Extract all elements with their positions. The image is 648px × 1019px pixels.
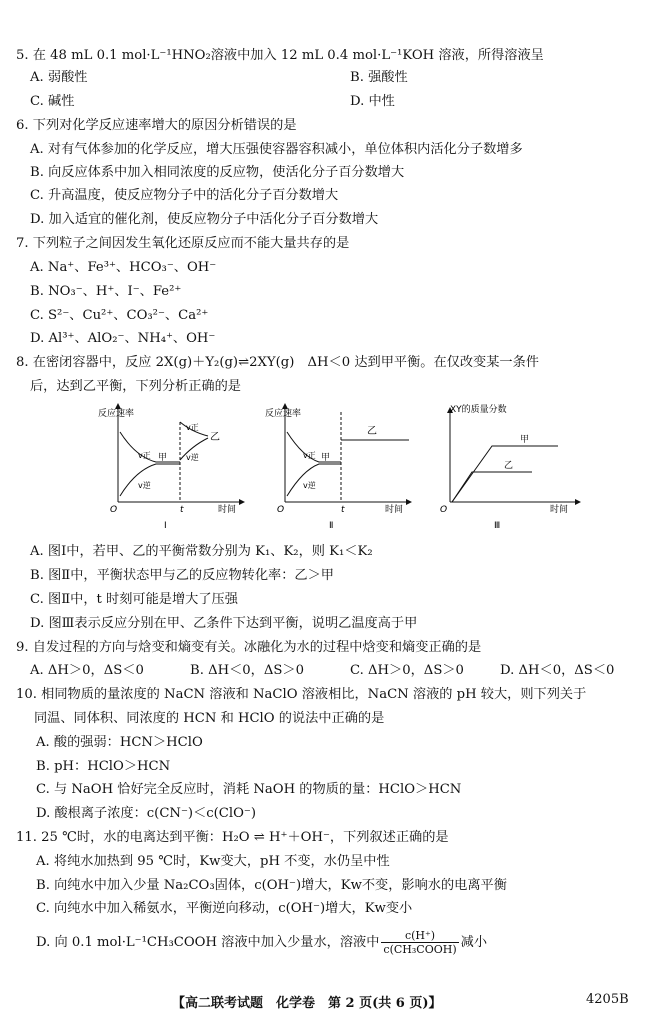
fig1-v-reverse-label-2: v逆 <box>186 453 199 462</box>
fig3-xlabel: 时间 <box>550 505 569 515</box>
fig1-v-reverse-label: v逆 <box>138 481 151 490</box>
figure-2-rate-time <box>263 402 413 532</box>
fig2-yi-label: 乙 <box>367 426 377 437</box>
q8-option-a: A. 图Ⅰ中，若甲、乙的平衡常数分别为 K₁、K₂，则 K₁＜K₂ <box>30 544 373 559</box>
fig1-ylabel: 反应速率 <box>98 409 135 419</box>
fig3-yi-label: 乙 <box>504 461 514 471</box>
q11-fraction-denominator: c(CH₃COOH) <box>383 943 457 956</box>
q5-option-a: A. 弱酸性 <box>30 70 88 85</box>
figure-3-mass-fraction <box>432 402 582 532</box>
q7-option-b: B. NO₃⁻、H⁺、I⁻、Fe²⁺ <box>30 284 182 299</box>
fig1-xlabel: 时间 <box>218 505 237 515</box>
q10-option-c: C. 与 NaOH 恰好完全反应时，消耗 NaOH 的物质的量：HClO＞HCN <box>36 782 462 797</box>
fig3-jia-curve <box>452 446 558 502</box>
fig3-yi-curve <box>452 472 532 502</box>
fig3-jia-label: 甲 <box>520 435 530 445</box>
q11-option-d <box>36 928 487 958</box>
q10-option-d: D. 酸根离子浓度：c(CN⁻)＜c(ClO⁻) <box>36 806 257 821</box>
footer-code: 4205B <box>586 992 629 1007</box>
q6-option-d: D. 加入适宜的催化剂，使反应物分子中活化分子百分数增大 <box>30 212 379 227</box>
fig1-reverse-curve-1 <box>120 464 180 496</box>
fig1-v-forward-label: v正 <box>138 451 151 460</box>
fig2-name: Ⅱ <box>329 521 334 531</box>
q11-option-d-post: 减小 <box>460 935 488 950</box>
fig2-ylabel: 反应速率 <box>265 409 302 419</box>
q8-stem-line2: 后，达到乙平衡，下列分析正确的是 <box>30 379 241 394</box>
q9-option-b: B. ΔH＜0，ΔS＞0 <box>190 663 304 678</box>
fig1-v-forward-label-2: v正 <box>186 423 199 432</box>
q10-option-b: B. pH：HClO＞HCN <box>36 759 171 774</box>
q7-stem: 7. 下列粒子之间因发生氧化还原反应而不能大量共存的是 <box>16 236 350 251</box>
q5-option-c: C. 碱性 <box>30 94 75 109</box>
q10-stem-line2: 同温、同体积、同浓度的 HCN 和 HClO 的说法中正确的是 <box>34 711 385 726</box>
q9-option-a: A. ΔH＞0，ΔS＜0 <box>30 663 144 678</box>
q11-stem: 11. 25 ℃时，水的电离达到平衡：H₂O ⇌ H⁺＋OH⁻，下列叙述正确的是 <box>16 830 449 845</box>
fig2-jia-label: 甲 <box>321 453 331 463</box>
figure-1-rate-time <box>96 402 246 532</box>
q6-option-c: C. 升高温度，使反应物分子中的活化分子百分数增大 <box>30 188 339 203</box>
fig1-jia-label: 甲 <box>158 453 168 463</box>
q8-stem-line1: 8. 在密闭容器中，反应 2X(g)＋Y₂(g)⇌2XY(g) ΔH＜0 达到甲平衡。在仅改变某一条件 <box>16 355 539 370</box>
fig3-name: Ⅲ <box>494 521 501 531</box>
q6-option-b: B. 向反应体系中加入相同浓度的反应物，使活化分子百分数增大 <box>30 165 405 180</box>
q11-fraction <box>381 929 458 956</box>
fig2-v-reverse-label: v逆 <box>303 481 316 490</box>
fig2-reverse-curve <box>287 464 341 496</box>
q11-fraction-numerator: c(H⁺) <box>381 929 458 943</box>
q9-option-c: C. ΔH＞0，ΔS＞0 <box>350 663 464 678</box>
q10-stem-line1: 10. 相同物质的量浓度的 NaCN 溶液和 NaClO 溶液相比，NaCN 溶液的 pH 较大，则下列关于 <box>16 687 587 702</box>
q6-option-a: A. 对有气体参加的化学反应，增大压强使容器容积减小，单位体积内活化分子数增多 <box>30 142 523 157</box>
q11-option-b: B. 向纯水中加入少量 Na₂CO₃固体，c(OH⁻)增大，Kw不变，影响水的电离平衡 <box>36 878 507 893</box>
q11-option-a: A. 将纯水加热到 95 ℃时，Kw变大，pH 不变，水仍呈中性 <box>36 854 390 869</box>
q5-option-b: B. 强酸性 <box>350 70 408 85</box>
q7-option-c: C. S²⁻、Cu²⁺、CO₃²⁻、Ca²⁺ <box>30 308 209 323</box>
fig2-t: t <box>341 505 345 515</box>
fig1-yi-label: 乙 <box>210 432 220 443</box>
fig3-ylabel: XY的质量分数 <box>450 405 507 415</box>
fig2-origin: O <box>277 505 285 515</box>
q11-option-c: C. 向纯水中加入稀氨水，平衡逆向移动，c(OH⁻)增大，Kw变小 <box>36 901 413 916</box>
fig1-t: t <box>180 505 184 515</box>
q9-stem: 9. 自发过程的方向与焓变和熵变有关。冰融化为水的过程中焓变和熵变正确的是 <box>16 640 482 655</box>
q11-option-d-pre: D. 向 0.1 mol·L⁻¹CH₃COOH 溶液中加入少量水，溶液中 <box>36 935 380 950</box>
q8-option-b: B. 图Ⅱ中，平衡状态甲与乙的反应物转化率：乙＞甲 <box>30 568 334 583</box>
fig3-origin: O <box>440 505 448 515</box>
q5-option-d: D. 中性 <box>350 94 395 109</box>
q8-option-d: D. 图Ⅲ表示反应分别在甲、乙条件下达到平衡，说明乙温度高于甲 <box>30 616 418 631</box>
q10-option-a: A. 酸的强弱：HCN＞HClO <box>36 735 203 750</box>
q8-option-c: C. 图Ⅱ中，t 时刻可能是增大了压强 <box>30 592 238 607</box>
fig1-name: Ⅰ <box>164 521 167 531</box>
q9-option-d: D. ΔH＜0，ΔS＜0 <box>500 663 615 678</box>
q6-stem: 6. 下列对化学反应速率增大的原因分析错误的是 <box>16 118 297 133</box>
q7-option-d: D. Al³⁺、AlO₂⁻、NH₄⁺、OH⁻ <box>30 331 216 346</box>
q5-stem: 5. 在 48 mL 0.1 mol·L⁻¹HNO₂溶液中加入 12 mL 0.4 mol·L⁻¹KOH 溶液，所得溶液呈 <box>16 48 544 63</box>
fig2-xlabel: 时间 <box>385 505 404 515</box>
fig2-v-forward-label: v正 <box>303 451 316 460</box>
q7-option-a: A. Na⁺、Fe³⁺、HCO₃⁻、OH⁻ <box>30 260 217 275</box>
fig1-origin: O <box>110 505 118 515</box>
footer-title: 【高二联考试题 化学卷 第 2 页(共 6 页)】 <box>172 996 442 1011</box>
